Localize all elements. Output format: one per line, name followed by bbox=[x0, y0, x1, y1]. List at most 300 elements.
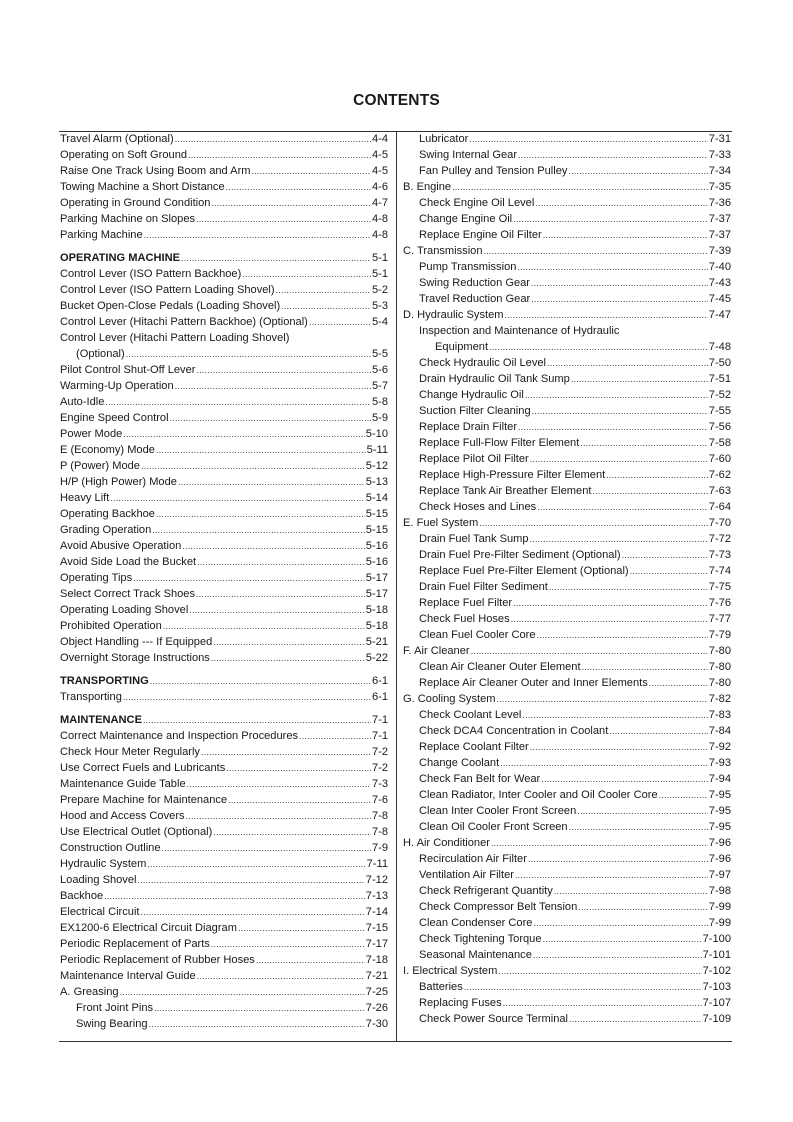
dot-leader bbox=[141, 458, 365, 474]
dot-leader bbox=[532, 403, 708, 419]
toc-entry-page: 7-95 bbox=[708, 789, 731, 801]
toc-entry-page: 7-39 bbox=[708, 245, 731, 257]
toc-entry[interactable] bbox=[60, 346, 388, 362]
dot-leader bbox=[178, 474, 365, 490]
toc-entry[interactable] bbox=[60, 776, 388, 792]
toc-entry[interactable] bbox=[403, 371, 731, 387]
toc-entry[interactable] bbox=[403, 675, 731, 691]
toc-entry[interactable] bbox=[403, 211, 731, 227]
toc-entry[interactable] bbox=[60, 298, 388, 314]
toc-entry-page: 7-80 bbox=[708, 661, 731, 673]
toc-entry-label: Travel Alarm (Optional) bbox=[60, 133, 174, 145]
toc-entry[interactable] bbox=[403, 659, 731, 675]
toc-entry-label: Replace Full-Flow Filter Element bbox=[419, 437, 580, 449]
dot-leader bbox=[141, 904, 365, 920]
toc-entry[interactable] bbox=[60, 506, 388, 522]
toc-entry-page: 5-13 bbox=[365, 476, 388, 488]
dot-leader bbox=[120, 984, 365, 1000]
toc-entry[interactable] bbox=[403, 995, 731, 1011]
dot-leader bbox=[543, 227, 708, 243]
dot-leader bbox=[592, 483, 707, 499]
toc-entry-page: 7-37 bbox=[708, 229, 731, 241]
toc-entry-page: 7-30 bbox=[365, 1018, 388, 1030]
dot-leader bbox=[123, 689, 371, 705]
toc-entry-label: Drain Fuel Pre-Filter Sediment (Optional) bbox=[419, 549, 621, 561]
toc-entry-page: 7-76 bbox=[708, 597, 731, 609]
dot-leader bbox=[580, 435, 707, 451]
dot-leader bbox=[491, 835, 708, 851]
dot-leader bbox=[479, 515, 708, 531]
toc-entry-page: 7-107 bbox=[702, 997, 731, 1009]
toc-entry-label: E. Fuel System bbox=[403, 517, 479, 529]
toc-entry-page: 5-9 bbox=[371, 412, 388, 424]
toc-entry-label: A. Greasing bbox=[60, 986, 119, 998]
toc-entry[interactable] bbox=[403, 947, 731, 963]
toc-entry-label: Avoid Abusive Operation bbox=[60, 540, 182, 552]
toc-entry-page: 7-99 bbox=[708, 901, 731, 913]
toc-entry[interactable] bbox=[403, 467, 731, 483]
dot-leader bbox=[554, 883, 708, 899]
toc-entry[interactable] bbox=[403, 883, 731, 899]
dot-leader bbox=[471, 643, 708, 659]
toc-entry-page: 7-82 bbox=[708, 693, 731, 705]
toc-entry-label: Replace Drain Filter bbox=[419, 421, 518, 433]
toc-entry[interactable] bbox=[60, 538, 388, 554]
toc-entry-label: Grading Operation bbox=[60, 524, 152, 536]
toc-right-column bbox=[403, 131, 731, 1027]
toc-entry[interactable] bbox=[60, 792, 388, 808]
toc-entry-label: Control Lever (ISO Pattern Backhoe) bbox=[60, 268, 242, 280]
toc-entry-label: Equipment bbox=[435, 341, 489, 353]
dot-leader bbox=[543, 931, 702, 947]
toc-entry-label: Replace High-Pressure Filter Element bbox=[419, 469, 606, 481]
toc-entry-page: 7-74 bbox=[708, 565, 731, 577]
dot-leader bbox=[530, 739, 708, 755]
dot-leader bbox=[147, 856, 365, 872]
toc-entry-page: 7-43 bbox=[708, 277, 731, 289]
toc-entry-label: F. Air Cleaner bbox=[403, 645, 470, 657]
toc-entry[interactable] bbox=[60, 227, 388, 243]
toc-entry-label: Bucket Open-Close Pedals (Loading Shovel) bbox=[60, 300, 281, 312]
toc-entry-page: 7-8 bbox=[371, 826, 388, 838]
toc-entry-page: 7-95 bbox=[708, 821, 731, 833]
toc-entry[interactable] bbox=[403, 531, 731, 547]
toc-entry-label: Maintenance Guide Table bbox=[60, 778, 186, 790]
toc-entry-page: 7-62 bbox=[708, 469, 731, 481]
toc-entry[interactable] bbox=[60, 602, 388, 618]
toc-entry-label: Engine Speed Control bbox=[60, 412, 169, 424]
toc-entry-page: 5-1 bbox=[371, 252, 388, 264]
toc-entry[interactable] bbox=[403, 147, 731, 163]
toc-entry[interactable] bbox=[60, 147, 388, 163]
dot-leader bbox=[531, 275, 708, 291]
dot-leader bbox=[238, 920, 365, 936]
toc-entry-label: Parking Machine bbox=[60, 229, 143, 241]
toc-entry[interactable] bbox=[403, 291, 731, 307]
toc-entry-label: Recirculation Air Filter bbox=[419, 853, 527, 865]
toc-entry-label: Control Lever (Hitachi Pattern Loading Shovel) bbox=[60, 332, 290, 344]
dot-leader bbox=[500, 755, 708, 771]
dot-leader bbox=[276, 282, 371, 298]
toc-entry-label: Warming-Up Operation bbox=[60, 380, 174, 392]
dot-leader bbox=[187, 776, 371, 792]
toc-entry-label: Replace Engine Oil Filter bbox=[419, 229, 542, 241]
dot-leader bbox=[513, 211, 708, 227]
toc-entry-page: 7-37 bbox=[708, 213, 731, 225]
dot-leader bbox=[503, 995, 702, 1011]
toc-entry[interactable] bbox=[60, 179, 388, 195]
toc-entry-label: Raise One Track Using Boom and Arm bbox=[60, 165, 251, 177]
toc-entry[interactable] bbox=[403, 835, 731, 851]
toc-entry-label: Check Fan Belt for Wear bbox=[419, 773, 541, 785]
toc-entry-page: 5-14 bbox=[365, 492, 388, 504]
dot-leader bbox=[189, 602, 364, 618]
toc-entry[interactable] bbox=[403, 275, 731, 291]
dot-leader bbox=[496, 691, 707, 707]
toc-entry[interactable] bbox=[403, 787, 731, 803]
toc-entry[interactable] bbox=[60, 330, 388, 346]
toc-entry-page: 4-6 bbox=[371, 181, 388, 193]
toc-entry[interactable] bbox=[60, 474, 388, 490]
dot-leader bbox=[105, 394, 371, 410]
toc-entry[interactable] bbox=[60, 760, 388, 776]
dot-leader bbox=[197, 968, 365, 984]
bottom-rule bbox=[59, 1041, 732, 1042]
toc-entry-label: Travel Reduction Gear bbox=[419, 293, 531, 305]
toc-entry-page: 7-55 bbox=[708, 405, 731, 417]
dot-leader bbox=[156, 442, 366, 458]
toc-entry[interactable] bbox=[60, 410, 388, 426]
dot-leader bbox=[630, 563, 708, 579]
toc-entry-page: 7-56 bbox=[708, 421, 731, 433]
toc-entry-label: Maintenance Interval Guide bbox=[60, 970, 196, 982]
toc-entry-page: 5-12 bbox=[365, 460, 388, 472]
dot-leader bbox=[622, 547, 708, 563]
dot-leader bbox=[211, 195, 370, 211]
toc-entry[interactable] bbox=[403, 307, 731, 323]
toc-entry-page: 7-96 bbox=[708, 853, 731, 865]
dot-leader bbox=[228, 792, 371, 808]
toc-entry[interactable] bbox=[60, 314, 388, 330]
toc-entry-label: Check Fuel Hoses bbox=[419, 613, 510, 625]
toc-entry[interactable] bbox=[403, 723, 731, 739]
toc-entry-label: Front Joint Pins bbox=[76, 1002, 154, 1014]
toc-entry-page: 5-5 bbox=[371, 348, 388, 360]
toc-entry-label: Replace Air Cleaner Outer and Inner Elements bbox=[419, 677, 648, 689]
toc-entry-label: Replace Pilot Oil Filter bbox=[419, 453, 529, 465]
toc-entry-label: Check Hydraulic Oil Level bbox=[419, 357, 547, 369]
toc-entry[interactable] bbox=[403, 611, 731, 627]
dot-leader bbox=[150, 673, 371, 689]
toc-entry[interactable] bbox=[403, 739, 731, 755]
dot-leader bbox=[182, 538, 364, 554]
dot-leader bbox=[609, 723, 707, 739]
toc-entry[interactable] bbox=[60, 570, 388, 586]
dot-leader bbox=[144, 227, 371, 243]
toc-entry-page: 7-97 bbox=[708, 869, 731, 881]
toc-entry[interactable] bbox=[403, 851, 731, 867]
toc-entry[interactable] bbox=[403, 195, 731, 211]
toc-entry-label: Correct Maintenance and Inspection Procedures bbox=[60, 730, 299, 742]
toc-entry[interactable] bbox=[60, 744, 388, 760]
toc-entry[interactable] bbox=[60, 195, 388, 211]
toc-entry-page: 4-5 bbox=[371, 165, 388, 177]
toc-entry-label: MAINTENANCE bbox=[60, 714, 142, 726]
toc-entry-page: 7-26 bbox=[365, 1002, 388, 1014]
toc-entry-label: Drain Fuel Filter Sediment bbox=[419, 581, 548, 593]
toc-entry-page: 7-2 bbox=[371, 762, 388, 774]
toc-entry[interactable] bbox=[403, 403, 731, 419]
toc-entry-page: 7-1 bbox=[371, 730, 388, 742]
toc-entry-page: 7-36 bbox=[708, 197, 731, 209]
toc-entry[interactable] bbox=[60, 968, 388, 984]
toc-entry[interactable] bbox=[60, 266, 388, 282]
toc-entry[interactable] bbox=[403, 755, 731, 771]
dot-leader bbox=[201, 744, 371, 760]
toc-entry[interactable] bbox=[403, 691, 731, 707]
toc-entry-label: Prohibited Operation bbox=[60, 620, 162, 632]
toc-entry[interactable] bbox=[60, 952, 388, 968]
toc-entry[interactable] bbox=[60, 872, 388, 888]
toc-entry-label: Clean Inter Cooler Front Screen bbox=[419, 805, 577, 817]
dot-leader bbox=[181, 250, 371, 266]
dot-leader bbox=[569, 1011, 702, 1027]
toc-entry[interactable] bbox=[403, 707, 731, 723]
dot-leader bbox=[175, 378, 371, 394]
toc-entry[interactable] bbox=[60, 920, 388, 936]
toc-entry-label: Object Handling --- If Equipped bbox=[60, 636, 213, 648]
toc-entry[interactable] bbox=[60, 458, 388, 474]
toc-entry[interactable] bbox=[403, 387, 731, 403]
toc-entry-label: Check Hoses and Lines bbox=[419, 501, 537, 513]
dot-leader bbox=[504, 307, 707, 323]
dot-leader bbox=[513, 595, 708, 611]
toc-entry[interactable] bbox=[60, 554, 388, 570]
toc-entry[interactable] bbox=[60, 650, 388, 666]
dot-leader bbox=[547, 355, 708, 371]
toc-entry-page: 5-17 bbox=[365, 588, 388, 600]
toc-entry-page: 7-17 bbox=[365, 938, 388, 950]
toc-entry[interactable] bbox=[60, 673, 388, 689]
dot-leader bbox=[252, 163, 371, 179]
toc-entry[interactable] bbox=[60, 394, 388, 410]
toc-entry-page: 4-4 bbox=[371, 133, 388, 145]
toc-entry[interactable] bbox=[403, 227, 731, 243]
toc-entry[interactable] bbox=[60, 362, 388, 378]
toc-entry-page: 5-8 bbox=[371, 396, 388, 408]
dot-leader bbox=[528, 851, 708, 867]
toc-entry[interactable] bbox=[60, 442, 388, 458]
dot-leader bbox=[530, 531, 708, 547]
dot-leader bbox=[511, 611, 708, 627]
toc-entry[interactable] bbox=[403, 643, 731, 659]
toc-entry[interactable] bbox=[60, 840, 388, 856]
toc-entry[interactable] bbox=[403, 931, 731, 947]
toc-entry-page: 5-21 bbox=[365, 636, 388, 648]
toc-entry[interactable] bbox=[403, 915, 731, 931]
dot-leader bbox=[156, 506, 365, 522]
toc-entry[interactable] bbox=[60, 1016, 388, 1032]
toc-entry-page: 7-109 bbox=[702, 1013, 731, 1025]
toc-entry[interactable] bbox=[403, 483, 731, 499]
toc-entry[interactable] bbox=[403, 451, 731, 467]
toc-entry-label: Power Mode bbox=[60, 428, 123, 440]
toc-entry[interactable] bbox=[60, 824, 388, 840]
dot-leader bbox=[211, 936, 365, 952]
toc-entry-page: 7-100 bbox=[702, 933, 731, 945]
toc-entry-page: 5-1 bbox=[371, 268, 388, 280]
toc-entry[interactable] bbox=[60, 1000, 388, 1016]
toc-entry[interactable] bbox=[403, 579, 731, 595]
dot-leader bbox=[518, 147, 708, 163]
dot-leader bbox=[126, 346, 371, 362]
toc-entry[interactable] bbox=[403, 323, 731, 339]
toc-entry-label: Clean Air Cleaner Outer Element bbox=[419, 661, 581, 673]
toc-entry[interactable] bbox=[60, 378, 388, 394]
toc-entry-label: Lubricator bbox=[419, 133, 469, 145]
toc-entry[interactable] bbox=[403, 515, 731, 531]
toc-entry[interactable] bbox=[60, 250, 388, 266]
toc-entry[interactable] bbox=[403, 979, 731, 995]
dot-leader bbox=[464, 979, 702, 995]
toc-entry[interactable] bbox=[60, 936, 388, 952]
toc-entry[interactable] bbox=[60, 904, 388, 920]
toc-entry[interactable] bbox=[60, 808, 388, 824]
dot-leader bbox=[256, 952, 365, 968]
toc-entry[interactable] bbox=[403, 339, 731, 355]
dot-leader bbox=[533, 947, 702, 963]
dot-leader bbox=[138, 872, 365, 888]
toc-entry-label: Clean Oil Cooler Front Screen bbox=[419, 821, 568, 833]
toc-entry-page: 7-60 bbox=[708, 453, 731, 465]
toc-entry[interactable] bbox=[403, 899, 731, 915]
toc-entry-page: 7-101 bbox=[702, 949, 731, 961]
toc-entry[interactable] bbox=[403, 355, 731, 371]
toc-entry-page: 7-77 bbox=[708, 613, 731, 625]
toc-entry-label: (Optional) bbox=[76, 348, 125, 360]
toc-entry-label: Operating Tips bbox=[60, 572, 133, 584]
dot-leader bbox=[281, 298, 371, 314]
toc-entry[interactable] bbox=[403, 867, 731, 883]
page-title: CONTENTS bbox=[353, 92, 440, 109]
toc-entry[interactable] bbox=[403, 131, 731, 147]
dot-leader bbox=[537, 499, 708, 515]
toc-entry-page: 7-80 bbox=[708, 677, 731, 689]
toc-entry-page: 7-6 bbox=[371, 794, 388, 806]
toc-entry[interactable] bbox=[60, 163, 388, 179]
toc-entry-label: Periodic Replacement of Parts bbox=[60, 938, 210, 950]
toc-entry[interactable] bbox=[403, 1011, 731, 1027]
toc-entry[interactable] bbox=[403, 627, 731, 643]
toc-entry[interactable] bbox=[60, 634, 388, 650]
toc-entry[interactable] bbox=[403, 499, 731, 515]
toc-entry-label: B. Engine bbox=[403, 181, 452, 193]
toc-entry-page: 5-15 bbox=[365, 508, 388, 520]
toc-entry[interactable] bbox=[403, 163, 731, 179]
dot-leader bbox=[175, 131, 371, 147]
toc-entry-page: 5-18 bbox=[365, 620, 388, 632]
toc-entry[interactable] bbox=[60, 856, 388, 872]
toc-entry[interactable] bbox=[403, 595, 731, 611]
toc-entry-page: 6-1 bbox=[371, 675, 388, 687]
toc-entry-page: 7-3 bbox=[371, 778, 388, 790]
toc-entry-label: Fan Pulley and Tension Pulley bbox=[419, 165, 568, 177]
toc-entry-page: 5-15 bbox=[365, 524, 388, 536]
toc-entry[interactable] bbox=[60, 426, 388, 442]
dot-leader bbox=[162, 840, 371, 856]
toc-entry-label: Periodic Replacement of Rubber Hoses bbox=[60, 954, 255, 966]
toc-entry[interactable] bbox=[403, 547, 731, 563]
toc-entry[interactable] bbox=[60, 888, 388, 904]
toc-entry-label: D. Hydraulic System bbox=[403, 309, 504, 321]
toc-entry[interactable] bbox=[60, 689, 388, 705]
toc-entry[interactable] bbox=[403, 243, 731, 259]
toc-entry-label: Check Compressor Belt Tension bbox=[419, 901, 578, 913]
toc-entry[interactable] bbox=[403, 259, 731, 275]
toc-entry[interactable] bbox=[403, 563, 731, 579]
toc-entry-label: Swing Reduction Gear bbox=[419, 277, 530, 289]
toc-entry-page: 7-12 bbox=[365, 874, 388, 886]
toc-entry-page: 7-31 bbox=[708, 133, 731, 145]
dot-leader bbox=[533, 915, 707, 931]
toc-entry-page: 7-84 bbox=[708, 725, 731, 737]
toc-entry-label: H/P (High Power) Mode bbox=[60, 476, 177, 488]
toc-entry[interactable] bbox=[60, 522, 388, 538]
dot-leader bbox=[606, 467, 708, 483]
toc-entry-page: 4-8 bbox=[371, 213, 388, 225]
toc-entry[interactable] bbox=[60, 282, 388, 298]
dot-leader bbox=[515, 867, 708, 883]
dot-leader bbox=[196, 362, 371, 378]
toc-entry[interactable] bbox=[403, 771, 731, 787]
toc-entry[interactable] bbox=[60, 211, 388, 227]
toc-entry-label: Drain Fuel Tank Sump bbox=[419, 533, 529, 545]
toc-entry-page: 7-99 bbox=[708, 917, 731, 929]
dot-leader bbox=[659, 787, 708, 803]
toc-entry[interactable] bbox=[403, 179, 731, 195]
toc-entry[interactable] bbox=[60, 984, 388, 1000]
toc-entry-page: 7-92 bbox=[708, 741, 731, 753]
toc-entry[interactable] bbox=[60, 712, 388, 728]
toc-entry-label: Hood and Access Covers bbox=[60, 810, 185, 822]
toc-entry[interactable] bbox=[60, 586, 388, 602]
toc-entry[interactable] bbox=[403, 435, 731, 451]
toc-entry[interactable] bbox=[60, 618, 388, 634]
toc-entry[interactable] bbox=[403, 819, 731, 835]
toc-entry-label: Auto-Idle bbox=[60, 396, 105, 408]
toc-entry-label: Change Hydraulic Oil bbox=[419, 389, 524, 401]
dot-leader bbox=[569, 819, 708, 835]
toc-entry-label: Avoid Side Load the Bucket bbox=[60, 556, 197, 568]
toc-entry-page: 5-2 bbox=[371, 284, 388, 296]
toc-entry-page: 7-93 bbox=[708, 757, 731, 769]
toc-entry-page: 7-13 bbox=[365, 890, 388, 902]
dot-leader bbox=[469, 131, 707, 147]
toc-entry-label: Use Correct Fuels and Lubricants bbox=[60, 762, 226, 774]
toc-entry[interactable] bbox=[403, 963, 731, 979]
toc-entry[interactable] bbox=[403, 803, 731, 819]
toc-entry[interactable] bbox=[60, 131, 388, 147]
dot-leader bbox=[522, 707, 707, 723]
toc-entry-label: Clean Fuel Cooler Core bbox=[419, 629, 536, 641]
toc-entry[interactable] bbox=[60, 490, 388, 506]
toc-entry-page: 7-40 bbox=[708, 261, 731, 273]
toc-entry-label: Electrical Circuit bbox=[60, 906, 140, 918]
toc-entry-label: Control Lever (ISO Pattern Loading Shovel) bbox=[60, 284, 275, 296]
toc-entry[interactable] bbox=[403, 419, 731, 435]
toc-entry-label: Overnight Storage Instructions bbox=[60, 652, 210, 664]
toc-entry[interactable] bbox=[60, 728, 388, 744]
